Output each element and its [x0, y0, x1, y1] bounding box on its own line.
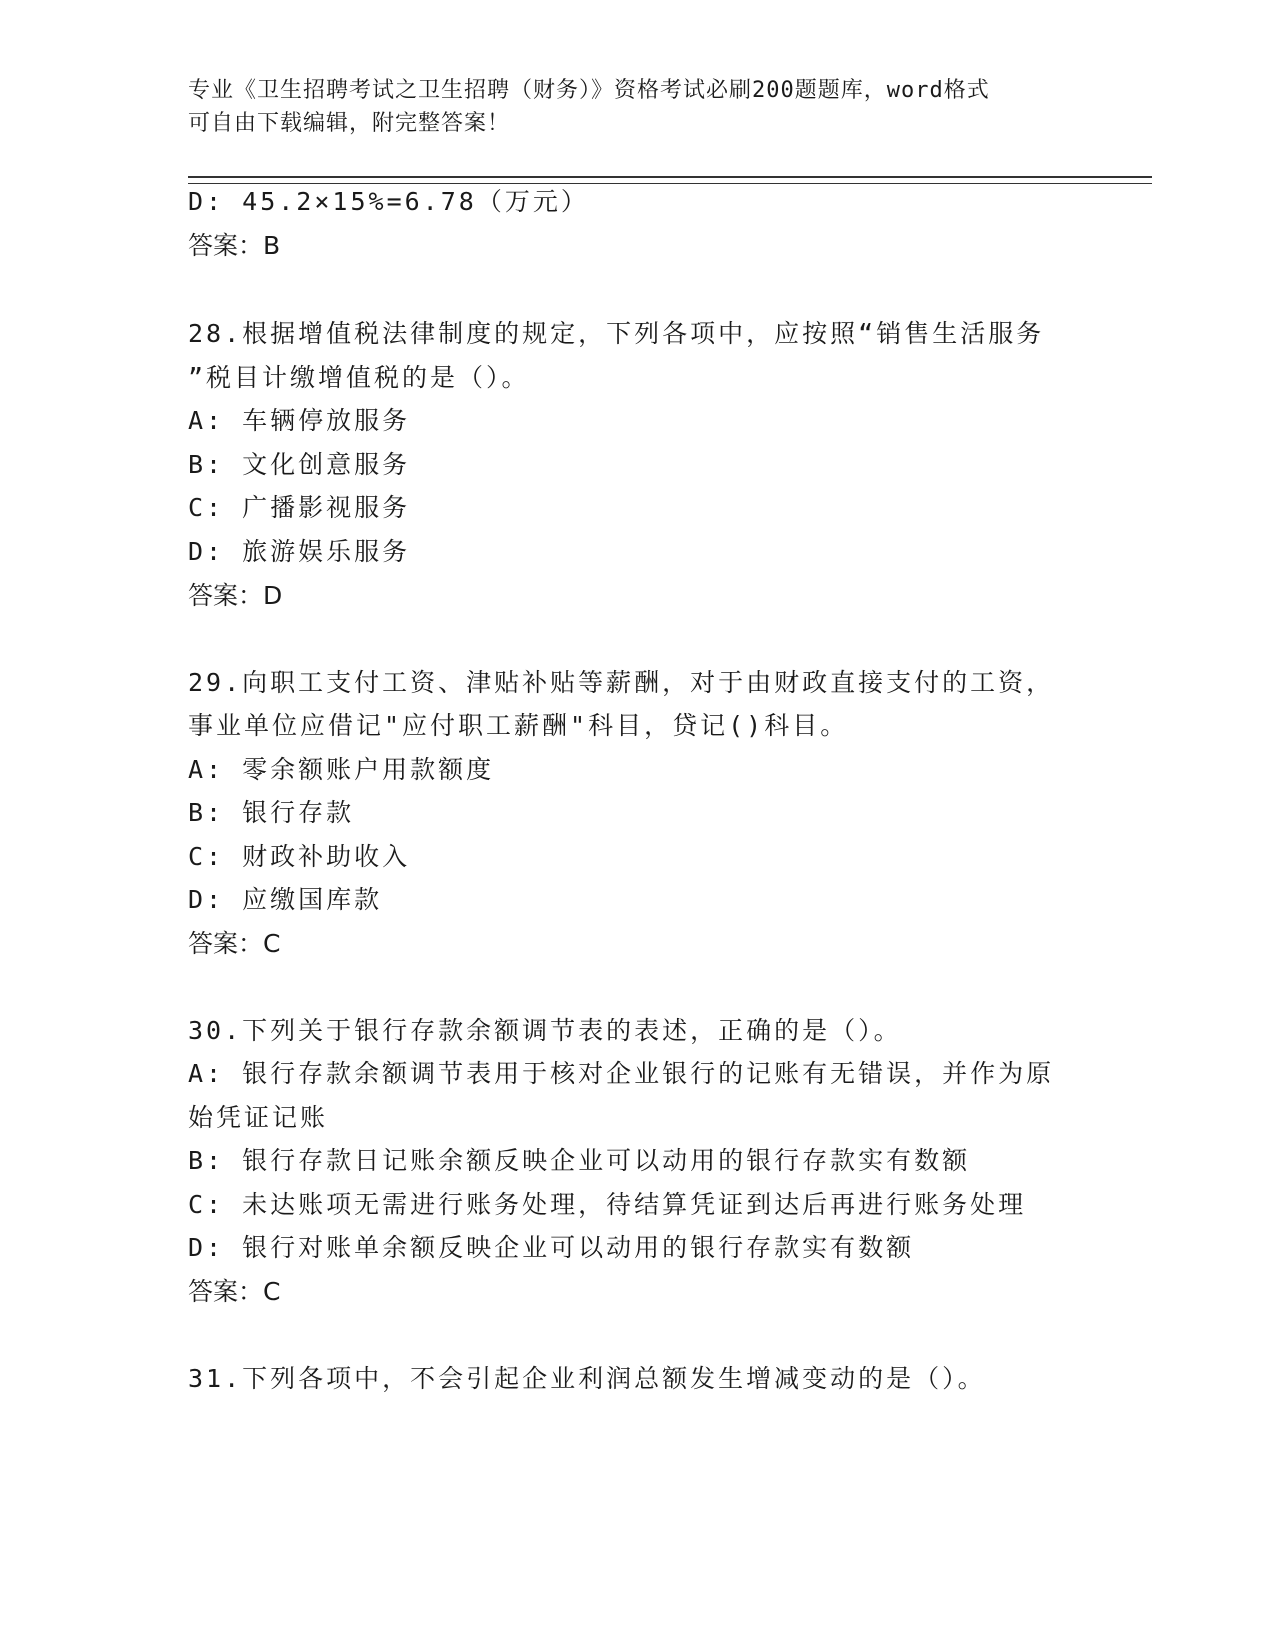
q30-stem: 30.下列关于银行存款余额调节表的表述，正确的是（）。	[188, 1016, 902, 1045]
q29-stem-line-2: 事业单位应借记"应付职工薪酬"科目，贷记()科目。	[188, 711, 849, 740]
q29-option-d: D: 应缴国库款	[188, 885, 383, 914]
q28-option-b: B: 文化创意服务	[188, 450, 411, 479]
q30-option-b: B: 银行存款日记账余额反映企业可以动用的银行存款实有数额	[188, 1146, 971, 1175]
q29-option-b: B: 银行存款	[188, 798, 355, 827]
q30-option-c: C: 未达账项无需进行账务处理，待结算凭证到达后再进行账务处理	[188, 1190, 1027, 1219]
q29-stem-line-1: 29.向职工支付工资、津贴补贴等薪酬，对于由财政直接支付的工资，	[188, 668, 1055, 697]
q28-option-c: C: 广播影视服务	[188, 493, 411, 522]
q28-answer: 答案：D	[188, 581, 283, 610]
q30-option-a-line-1: A: 银行存款余额调节表用于核对企业银行的记账有无错误，并作为原	[188, 1059, 1055, 1088]
q28-option-d: D: 旅游娱乐服务	[188, 537, 411, 566]
header-rule-thin	[188, 183, 1152, 184]
q29-answer: 答案：C	[188, 929, 281, 958]
q29-option-c: C: 财政补助收入	[188, 842, 411, 871]
q28-stem-line-1: 28.根据增值税法律制度的规定，下列各项中，应按照“销售生活服务	[188, 319, 1045, 348]
prev-answer: 答案：B	[188, 231, 281, 260]
header-rule-thick	[188, 176, 1152, 178]
q28-option-a: A: 车辆停放服务	[188, 406, 411, 435]
q29-option-a: A: 零余额账户用款额度	[188, 755, 495, 784]
document-header	[188, 74, 1088, 140]
header-line-1: 专业《卫生招聘考试之卫生招聘（财务）》资格考试必刷200题题库，word格式	[188, 78, 990, 103]
header-line-2: 可自由下载编辑，附完整答案！	[188, 111, 511, 136]
q31-stem: 31.下列各项中，不会引起企业利润总额发生增减变动的是（）。	[188, 1364, 986, 1393]
q30-option-a-line-2: 始凭证记账	[188, 1103, 329, 1132]
prev-option-d: D: 45.2×15%=6.78（万元）	[188, 187, 589, 216]
q30-option-d: D: 银行对账单余额反映企业可以动用的银行存款实有数额	[188, 1233, 915, 1262]
q30-answer: 答案：C	[188, 1277, 281, 1306]
q28-stem-line-2: ”税目计缴增值税的是（）。	[188, 363, 530, 392]
